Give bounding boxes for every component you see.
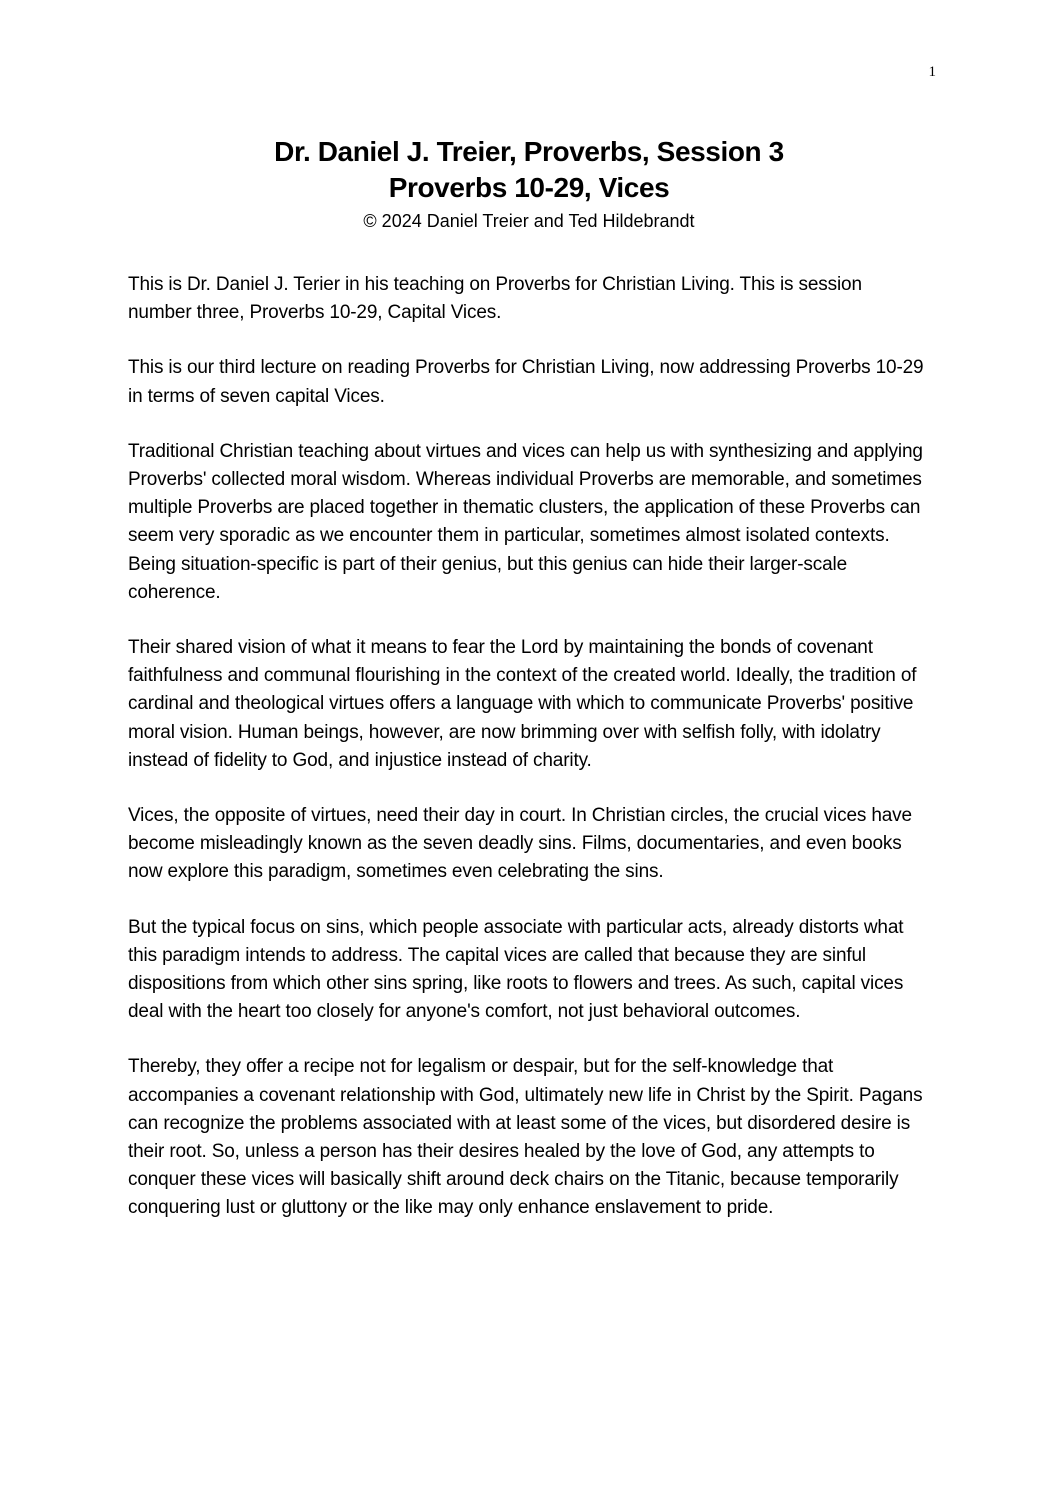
paragraph-7: Thereby, they offer a recipe not for legalism or despair, but for the self-knowledge that accompanies a covenant relationship with God, ultimately new life in Christ by the Spirit. Pagans can recognize the problems associated with at least some of the vices, but disordered desire is their root. So, unless a person has their desires healed by the love of God, any attempts to conquer these vices will basically shift around deck chairs on the Titanic, because temporarily conquering lust or gluttony or the like may only enhance enslavement to pride. (128, 1056, 923, 1219)
document-subtitle: Proverbs 10-29, Vices (388, 172, 670, 203)
document-header (0, 134, 1058, 233)
document-title: Dr. Daniel J. Treier, Proverbs, Session 3 (274, 136, 784, 167)
paragraph-4: Their shared vision of what it means to fear the Lord by maintaining the bonds of covenant faithfulness and communal flourishing in the context of the created world. Ideally, the tradition of cardinal and theological virtues offers a language with which to communicate Proverbs' positive moral vision. Human beings, however, are now brimming over with selfish folly, with idolatry instead of fidelity to God, and injustice instead of charity. (128, 637, 917, 771)
paragraph-6: But the typical focus on sins, which people associate with particular acts, already distorts what this paradigm intends to address. The capital vices are called that because they are sinful dispositions from which other sins spring, like roots to flowers and trees. As such, capital vices deal with the heart too closely for anyone's comfort, not just behavioral outcomes. (128, 916, 904, 1023)
copyright-line: © 2024 Daniel Treier and Ted Hildebrandt (363, 211, 695, 231)
paragraph-1: This is Dr. Daniel J. Terier in his teaching on Proverbs for Christian Living. This is session number three, Proverbs 10-29, Capital Vices. (128, 274, 862, 324)
paragraph-5: Vices, the opposite of virtues, need their day in court. In Christian circles, the crucial vices have become misleadingly known as the seven deadly sins. Films, documentaries, and even books now explore this paradigm, sometimes even celebrating the sins. (128, 805, 912, 883)
paragraph-2: This is our third lecture on reading Proverbs for Christian Living, now addressing Proverbs 10-29 in terms of seven capital Vices. (128, 357, 924, 407)
paragraph-3: Traditional Christian teaching about virtues and vices can help us with synthesizing and applying Proverbs' collected moral wisdom. Whereas individual Proverbs are memorable, and sometimes multiple Proverbs are placed together in thematic clusters, the application of these Proverbs can seem very sporadic as we encounter them in particular, sometimes almost isolated contexts. Being situation-specific is part of their genius, but this genius can hide their larger-scale coherence. (128, 440, 923, 603)
document-body (128, 271, 928, 1250)
page-number: 1 (928, 64, 936, 80)
